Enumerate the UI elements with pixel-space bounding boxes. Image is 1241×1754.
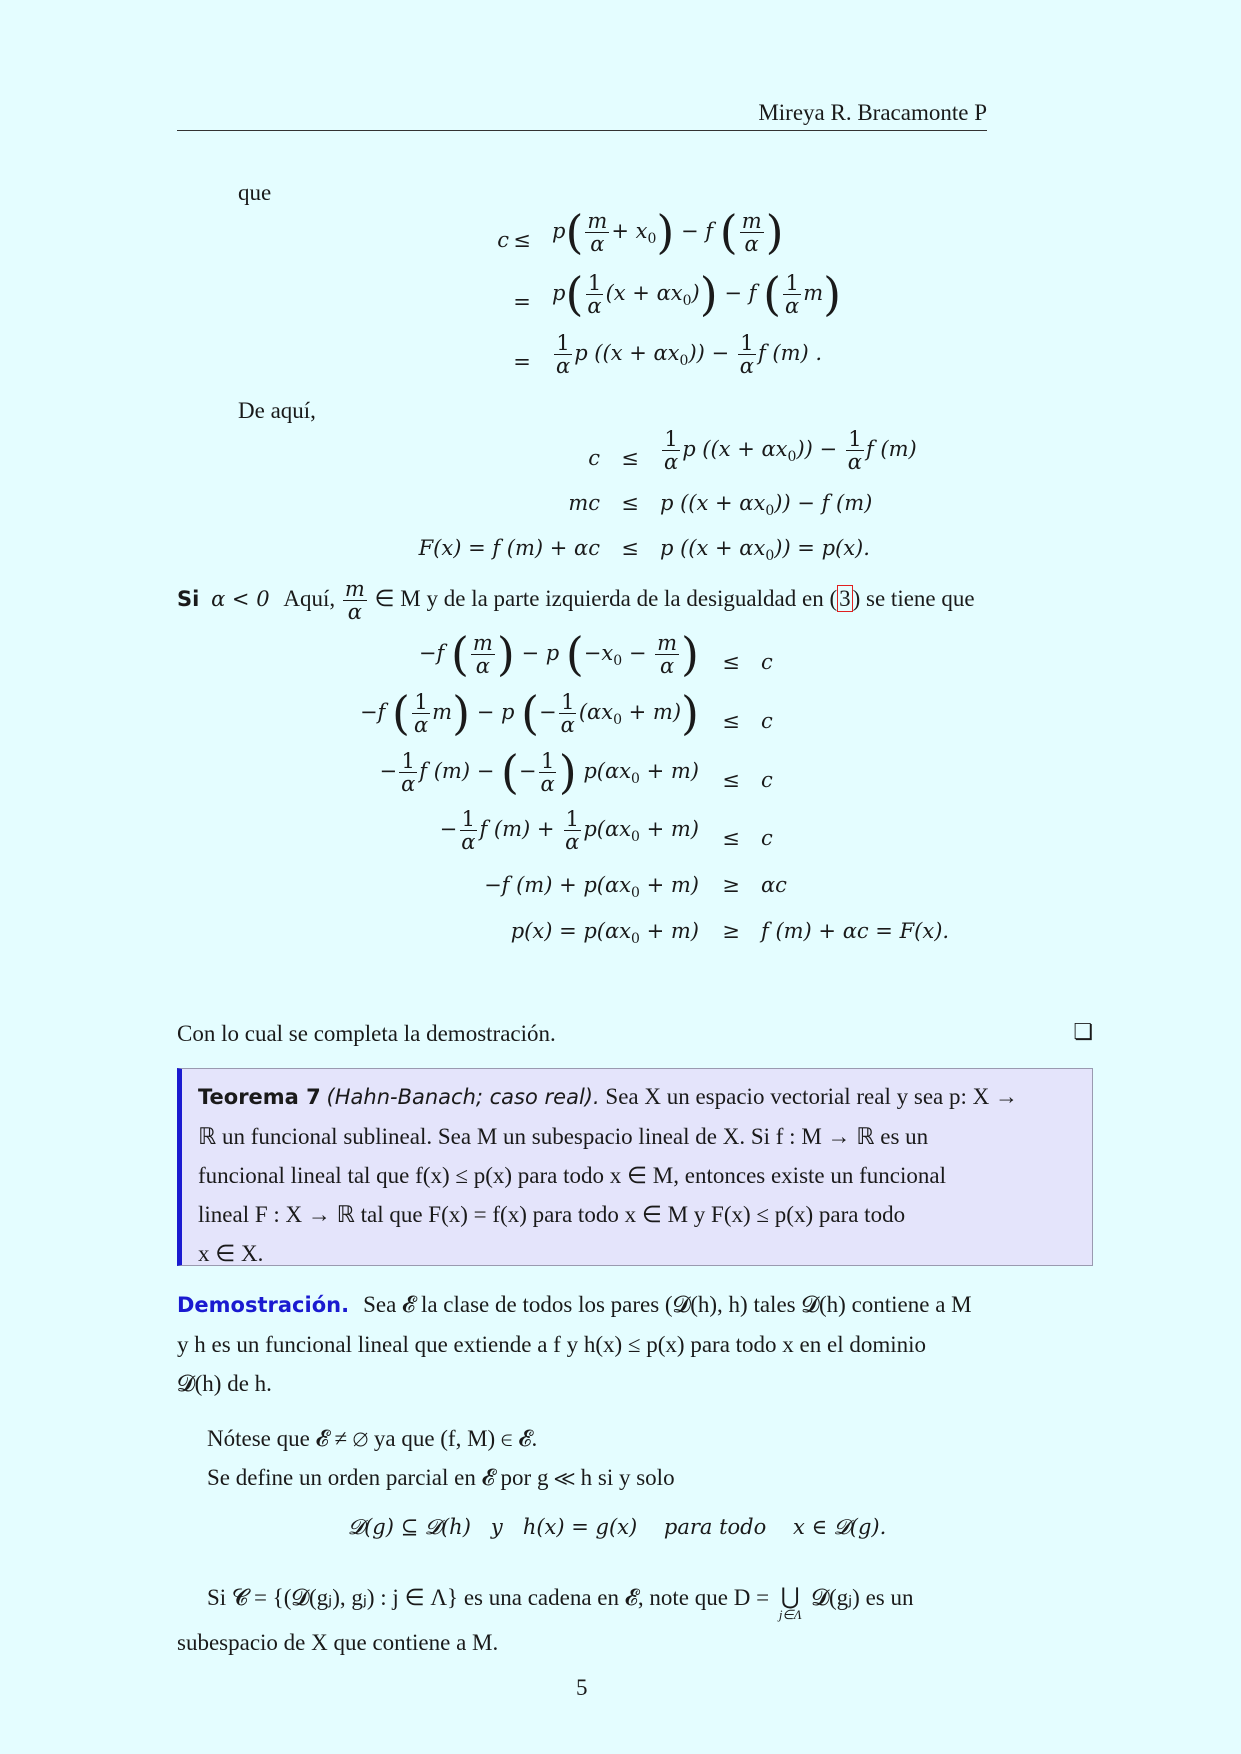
proof-line-2: y h es un funcional lineal que extiende a f y h(x) ≤ p(x) para todo x en el dominio — [177, 1332, 927, 1357]
union-index: j∈Λ — [778, 1607, 802, 1622]
running-header: Mireya R. Bracamonte P — [758, 100, 987, 125]
page-number: 5 — [576, 1675, 588, 1700]
theorem-box — [177, 1068, 1093, 1266]
proof-label: Demostración. — [177, 1293, 350, 1317]
proof-conclusion: Con lo cual se completa la demostración. — [177, 1021, 556, 1046]
chain-statement-end: 𝓓(gⱼ) es un — [811, 1585, 914, 1610]
theorem-label: Teorema 7 — [198, 1085, 321, 1109]
theorem-line-3: funcional lineal tal que f(x) ≤ p(x) para todo x ∈ M, entonces existe un funcional — [198, 1163, 946, 1188]
proof-paragraph-2: Nótese que 𝓔 ≠ ∅ ya que (f, M) ∈ 𝓔. — [207, 1426, 538, 1451]
equation-block-2: c ≤ $\frac{1}{\alpha}$ p $((x + \alpha x_0))$ − $\frac{1}{\alpha}$ f (m) mc ≤ p $((x + \alpha x_0)) - f$ (m) F(x) = f (m) + αc ≤ p $((x + \alpha x_0)) = p(x)$. — [418, 427, 917, 565]
proof-paragraph-1 — [177, 1285, 1093, 1403]
paragraph-que: que — [238, 180, 272, 205]
proof-line-3: 𝓓(h) de h. — [177, 1371, 272, 1396]
chain-statement: Si 𝓒 = {(𝓓(gⱼ), gⱼ) : j ∈ Λ} es una cadena en 𝓔, note que D = — [207, 1585, 770, 1610]
case-rest-2: ) se tiene que — [852, 586, 975, 612]
proof-paragraph-4 — [207, 1585, 914, 1621]
order-definition-equation: 𝓓(g) ⊆ 𝓓(h) y h(x) = g(x) para todo x ∈ 𝓓(g). — [348, 1515, 887, 1539]
case-label: Si — [177, 587, 200, 612]
proof-paragraph-5: subespacio de X que contiene a M. — [177, 1630, 499, 1655]
aqui-text: Aquí, — [283, 586, 336, 612]
equation-reference-link[interactable]: 3 — [839, 586, 851, 612]
theorem-line-1: Sea X un espacio vectorial real y sea p: X → — [605, 1084, 1018, 1109]
equation-block-3: −f ( $\frac{m}{\alpha}$ ) − p ($-x_0$ − $\frac{m}{\alpha}$ ) ≤ c −f ( $\frac{1}{\alpha}$ m) − p (− $\frac{1}{\alpha}$ $(\alpha x_0 + m)$) ≤ c − $\frac{1}{\alpha}$ f (m) − (− $\frac{1}{\alpha}$ ) $p(\alpha x_0 + m)$ ≤ c − $\frac{1}{\alpha}$ f (m) + $\frac{1}{\alpha}$ $p(\alpha x_0 + m)$ ≤ c −f $(m) + p(\alpha x_0 + m)$ ≥ αc $p(x) = p(\alpha x_0 + m)$ ≥ f (m) + αc = F(x). — [359, 626, 950, 948]
case-alpha-negative: Si α < 0 Aquí, $\frac{m}{\alpha}$ ∈ M y de la parte izquierda de la desigualdad en (3) se tiene que — [177, 577, 975, 625]
case-rest: ∈ M y de la parte izquierda de la desigualdad en ( — [374, 586, 838, 612]
qed-symbol: ❏ — [1073, 1020, 1093, 1045]
paragraph-de-aqui: De aquí, — [238, 398, 316, 423]
proof-paragraph-3: Se define un orden parcial en 𝓔 por g ≪ h si y solo — [207, 1465, 675, 1490]
theorem-title: (Hahn-Banach; caso real). — [326, 1085, 600, 1109]
theorem-line-4: lineal F : X → ℝ tal que F(x) = f(x) para todo x ∈ M y F(x) ≤ p(x) para todo — [198, 1202, 906, 1227]
union-symbol: ⋃ — [780, 1584, 800, 1609]
theorem-line-5: x ∈ X. — [198, 1241, 264, 1266]
equation-block-1: c ≤ p( $\frac{m}{\alpha}$ + $x_0) - f$ ( $\frac{m}{\alpha}$ ) = p( $\frac{1}{\alpha}$ $(x + \alpha x_0)) - f$ ( $\frac{1}{\alpha}$ m) = $\frac{1}{\alpha}$ p $((x + \alpha x_0))$ − $\frac{1}{\alpha}$ f (m) . — [497, 204, 842, 379]
case-condition: α < 0 — [211, 587, 270, 612]
theorem-line-2: ℝ un funcional sublineal. Sea M un subespacio lineal de X. Si f : M → ℝ es un — [198, 1124, 929, 1149]
header-rule — [177, 130, 987, 131]
proof-line-1: Sea 𝓔 la clase de todos los pares (𝓓(h), h) tales 𝓓(h) contiene a M — [363, 1292, 972, 1317]
